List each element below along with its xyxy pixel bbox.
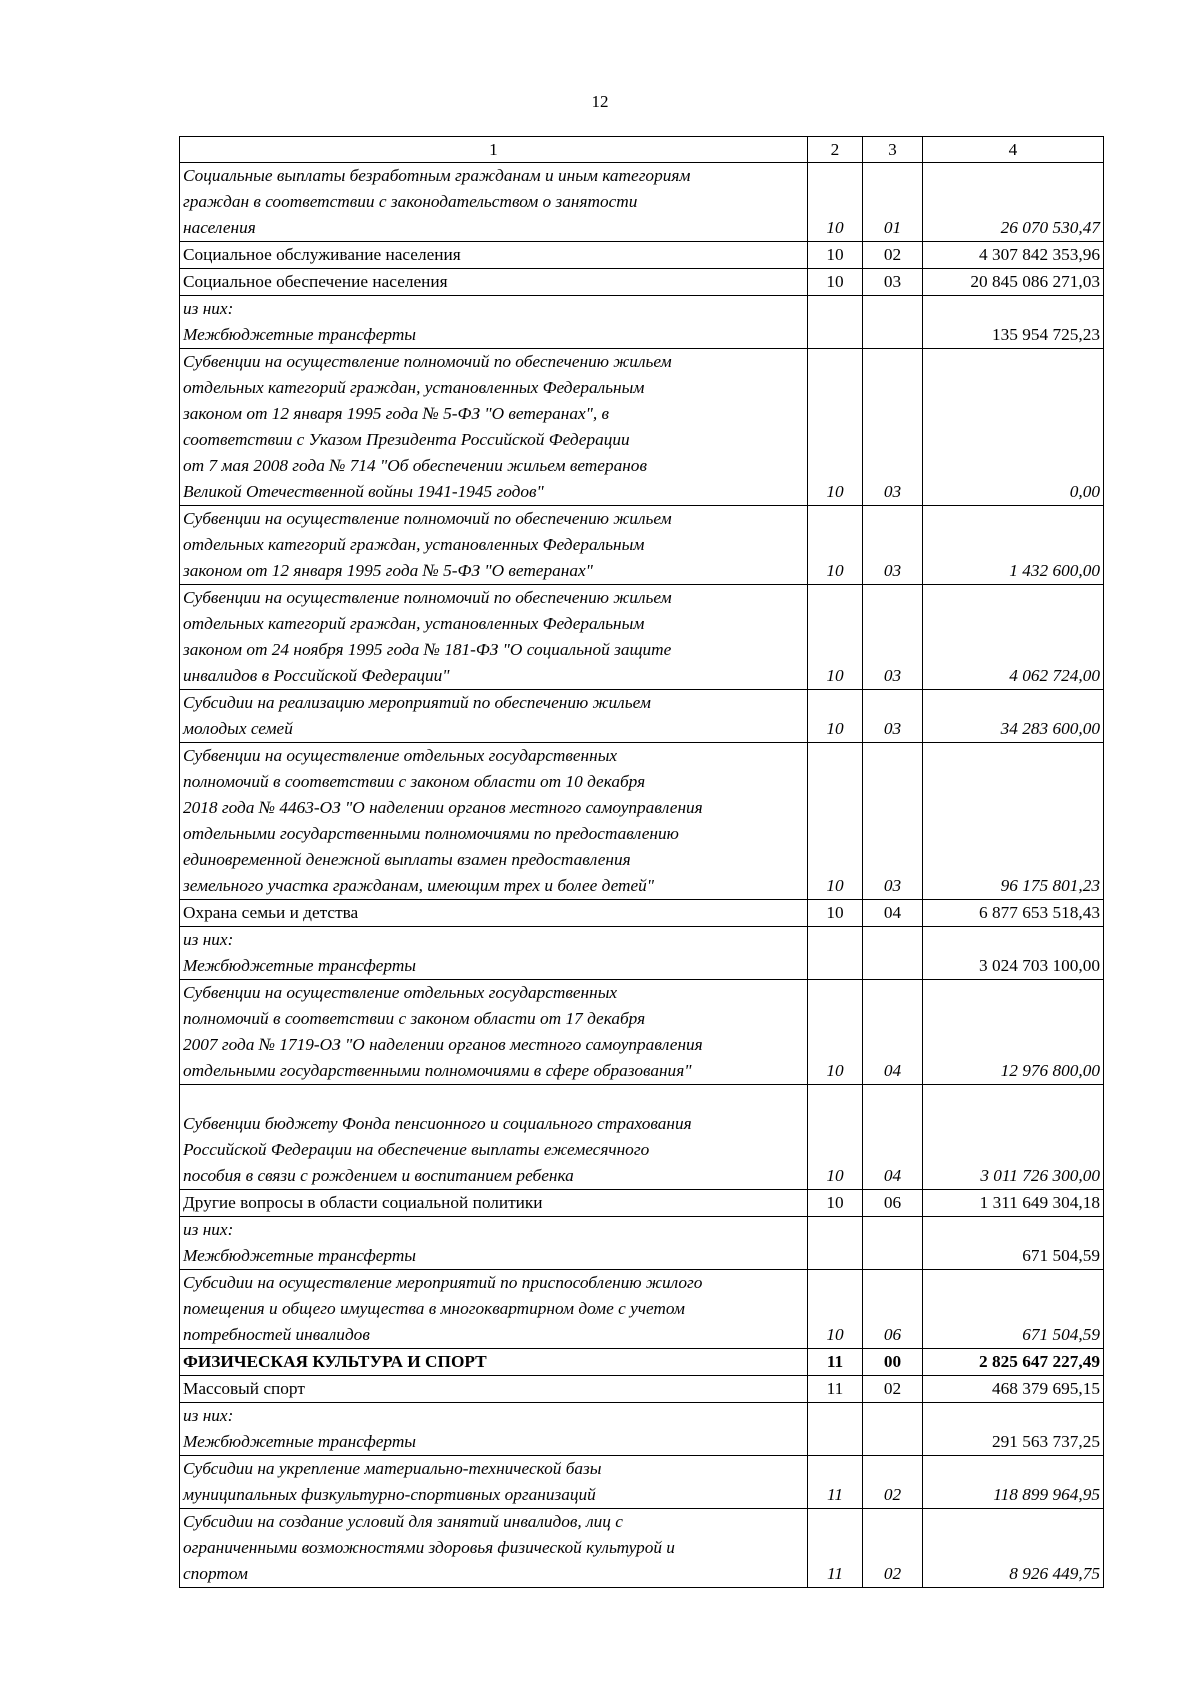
row-name-line: из них: (183, 1220, 234, 1239)
amount: 4 062 724,00 (923, 585, 1104, 690)
row-name-line: из них: (183, 930, 234, 949)
table-row (180, 1190, 1104, 1217)
subsection-code: 06 (863, 1270, 923, 1349)
row-name (180, 1349, 808, 1376)
row-name (180, 1270, 808, 1349)
subsection-code: 02 (863, 242, 923, 269)
row-name (180, 1085, 808, 1190)
amount: 6 877 653 518,43 (923, 900, 1104, 927)
row-name-line: Субсидии на создание условий для занятий инвалидов, лиц с (183, 1512, 623, 1531)
section-code: 11 (808, 1509, 863, 1588)
row-name-line: Субвенции бюджету Фонда пенсионного и социального страхования (183, 1114, 692, 1133)
budget-table (179, 136, 1104, 1588)
row-name-line: отдельными государственными полномочиями по предоставлению (183, 824, 679, 843)
row-name-line: отдельных категорий граждан, установленных Федеральным (183, 535, 645, 554)
section-code (808, 1217, 863, 1270)
row-name (180, 1376, 808, 1403)
row-name-line: земельного участка гражданам, имеющим трех и более детей" (183, 876, 655, 895)
amount: 0,00 (923, 349, 1104, 506)
row-name-line: полномочий в соответствии с законом области от 10 декабря (183, 772, 646, 791)
row-name-line: Межбюджетные трансферты (183, 1432, 417, 1451)
row-name-line: единовременной денежной выплаты взамен предоставления (183, 850, 631, 869)
row-name-line: отдельных категорий граждан, установленных Федеральным (183, 614, 645, 633)
row-name (180, 743, 808, 900)
amount: 34 283 600,00 (923, 690, 1104, 743)
row-name (180, 506, 808, 585)
row-name-line: спортом (183, 1564, 248, 1583)
row-name (180, 690, 808, 743)
section-code: 10 (808, 269, 863, 296)
subsection-code (863, 1217, 923, 1270)
row-name (180, 1509, 808, 1588)
row-name (180, 900, 808, 927)
row-name-line: полномочий в соответствии с законом области от 17 декабря (183, 1009, 646, 1028)
row-name-line: 2018 года № 4463-ОЗ "О наделении органов местного самоуправления (183, 798, 703, 817)
row-name-line: Охрана семьи и детства (183, 903, 359, 922)
section-code: 10 (808, 506, 863, 585)
subsection-code: 03 (863, 690, 923, 743)
row-name-line: отдельных категорий граждан, установленных Федеральным (183, 378, 645, 397)
row-name (180, 1217, 808, 1270)
row-name-line: Великой Отечественной войны 1941-1945 годов" (183, 482, 544, 501)
table-row (180, 1456, 1104, 1509)
table-row (180, 690, 1104, 743)
table-row (180, 1349, 1104, 1376)
amount: 135 954 725,23 (923, 296, 1104, 349)
section-code: 10 (808, 349, 863, 506)
amount: 26 070 530,47 (923, 163, 1104, 242)
table-row (180, 1403, 1104, 1456)
page-number: 12 (591, 92, 609, 111)
header-col-1: 1 (180, 137, 808, 163)
row-name-line: Межбюджетные трансферты (183, 325, 417, 344)
table-row (180, 1509, 1104, 1588)
row-name-line: Массовый спорт (183, 1379, 305, 1398)
row-name (180, 296, 808, 349)
subsection-code (863, 296, 923, 349)
row-name-line: населения (183, 218, 256, 237)
table-row (180, 269, 1104, 296)
section-code (808, 296, 863, 349)
subsection-code: 03 (863, 743, 923, 900)
row-name-line: граждан в соответствии с законодательством о занятости (183, 192, 638, 211)
subsection-code: 06 (863, 1190, 923, 1217)
row-name-line: Социальное обслуживание населения (183, 245, 461, 264)
row-name-line: Субвенции на осуществление полномочий по обеспечению жильем (183, 588, 672, 607)
section-code: 10 (808, 1190, 863, 1217)
row-name-line: муниципальных физкультурно-спортивных организаций (183, 1485, 596, 1504)
subsection-code (863, 1403, 923, 1456)
section-code: 11 (808, 1376, 863, 1403)
amount: 8 926 449,75 (923, 1509, 1104, 1588)
section-code (808, 1403, 863, 1456)
subsection-code: 03 (863, 269, 923, 296)
section-code: 10 (808, 163, 863, 242)
amount: 1 311 649 304,18 (923, 1190, 1104, 1217)
amount: 3 024 703 100,00 (923, 927, 1104, 980)
row-name-line: Субвенции на осуществление полномочий по обеспечению жильем (183, 352, 672, 371)
row-name-line: молодых семей (183, 719, 293, 738)
header-col-3: 3 (863, 137, 923, 163)
amount: 2 825 647 227,49 (923, 1349, 1104, 1376)
table-row (180, 1376, 1104, 1403)
header-col-4: 4 (923, 137, 1104, 163)
section-code: 10 (808, 980, 863, 1085)
subsection-code: 03 (863, 585, 923, 690)
table-row (180, 900, 1104, 927)
table-row (180, 296, 1104, 349)
subsection-code: 04 (863, 1085, 923, 1190)
row-name-line: законом от 12 января 1995 года № 5-ФЗ "О ветеранах" (183, 561, 593, 580)
table-row (180, 927, 1104, 980)
section-code: 10 (808, 1270, 863, 1349)
row-name-line: отдельными государственными полномочиями в сфере образования" (183, 1061, 692, 1080)
subsection-code: 03 (863, 506, 923, 585)
row-name-line: из них: (183, 1406, 234, 1425)
subsection-code: 02 (863, 1509, 923, 1588)
amount: 12 976 800,00 (923, 980, 1104, 1085)
header-col-2: 2 (808, 137, 863, 163)
subsection-code: 00 (863, 1349, 923, 1376)
section-code: 10 (808, 1085, 863, 1190)
amount: 468 379 695,15 (923, 1376, 1104, 1403)
row-name-line: помещения и общего имущества в многоквартирном доме с учетом (183, 1299, 685, 1318)
header-row (180, 137, 1104, 163)
row-name-line: Социальные выплаты безработным гражданам и иным категориям (183, 166, 691, 185)
row-name-line: Субвенции на осуществление отдельных государственных (183, 983, 618, 1002)
amount: 291 563 737,25 (923, 1403, 1104, 1456)
section-code: 10 (808, 690, 863, 743)
row-name-line: инвалидов в Российской Федерации" (183, 666, 450, 685)
table-row (180, 506, 1104, 585)
row-name (180, 585, 808, 690)
row-name-line: от 7 мая 2008 года № 714 "Об обеспечении жильем ветеранов (183, 456, 647, 475)
row-name (180, 1456, 808, 1509)
amount: 96 175 801,23 (923, 743, 1104, 900)
section-code: 11 (808, 1349, 863, 1376)
table-row (180, 242, 1104, 269)
subsection-code: 02 (863, 1376, 923, 1403)
table-row (180, 743, 1104, 900)
row-name-line: ФИЗИЧЕСКАЯ КУЛЬТУРА И СПОРТ (183, 1352, 487, 1371)
table-row (180, 980, 1104, 1085)
amount: 118 899 964,95 (923, 1456, 1104, 1509)
amount: 671 504,59 (923, 1270, 1104, 1349)
row-name (180, 1190, 808, 1217)
subsection-code: 01 (863, 163, 923, 242)
table-row (180, 163, 1104, 242)
table-row (180, 585, 1104, 690)
row-name-line: из них: (183, 299, 234, 318)
section-code: 10 (808, 585, 863, 690)
row-name (180, 242, 808, 269)
amount: 1 432 600,00 (923, 506, 1104, 585)
row-name-line: 2007 года № 1719-ОЗ "О наделении органов местного самоуправления (183, 1035, 703, 1054)
subsection-code (863, 927, 923, 980)
amount: 4 307 842 353,96 (923, 242, 1104, 269)
row-name (180, 163, 808, 242)
table-row (180, 349, 1104, 506)
row-name (180, 1403, 808, 1456)
table-row (180, 1085, 1104, 1190)
amount: 20 845 086 271,03 (923, 269, 1104, 296)
subsection-code: 03 (863, 349, 923, 506)
row-name-line: соответствии с Указом Президента Российской Федерации (183, 430, 630, 449)
subsection-code: 04 (863, 900, 923, 927)
row-name-line: ограниченными возможностями здоровья физической культурой и (183, 1538, 675, 1557)
row-name-line: Субвенции на осуществление полномочий по обеспечению жильем (183, 509, 672, 528)
row-name-line: законом от 12 января 1995 года № 5-ФЗ "О ветеранах", в (183, 404, 610, 423)
row-name (180, 349, 808, 506)
amount: 671 504,59 (923, 1217, 1104, 1270)
section-code (808, 927, 863, 980)
amount: 3 011 726 300,00 (923, 1085, 1104, 1190)
table-row (180, 1217, 1104, 1270)
section-code: 11 (808, 1456, 863, 1509)
row-name-line: Субсидии на реализацию мероприятий по обеспечению жильем (183, 693, 651, 712)
row-name-line: Социальное обеспечение населения (183, 272, 448, 291)
row-name-line: потребностей инвалидов (183, 1325, 370, 1344)
row-name-line: Субвенции на осуществление отдельных государственных (183, 746, 618, 765)
row-name (180, 927, 808, 980)
row-name-line: Российской Федерации на обеспечение выплаты ежемесячного (183, 1140, 650, 1159)
row-name (180, 269, 808, 296)
row-name-line: Межбюджетные трансферты (183, 1246, 417, 1265)
row-name-line: Другие вопросы в области социальной политики (183, 1193, 543, 1212)
section-code: 10 (808, 900, 863, 927)
row-name-line: Субсидии на укрепление материально-технической базы (183, 1459, 602, 1478)
table-row (180, 1270, 1104, 1349)
section-code: 10 (808, 242, 863, 269)
subsection-code: 04 (863, 980, 923, 1085)
row-name-line: Межбюджетные трансферты (183, 956, 417, 975)
row-name-line: законом от 24 ноября 1995 года № 181-ФЗ "О социальной защите (183, 640, 672, 659)
row-name-line: Субсидии на осуществление мероприятий по приспособлению жилого (183, 1273, 703, 1292)
row-name-line: пособия в связи с рождением и воспитанием ребенка (183, 1166, 574, 1185)
subsection-code: 02 (863, 1456, 923, 1509)
row-name (180, 980, 808, 1085)
section-code: 10 (808, 743, 863, 900)
